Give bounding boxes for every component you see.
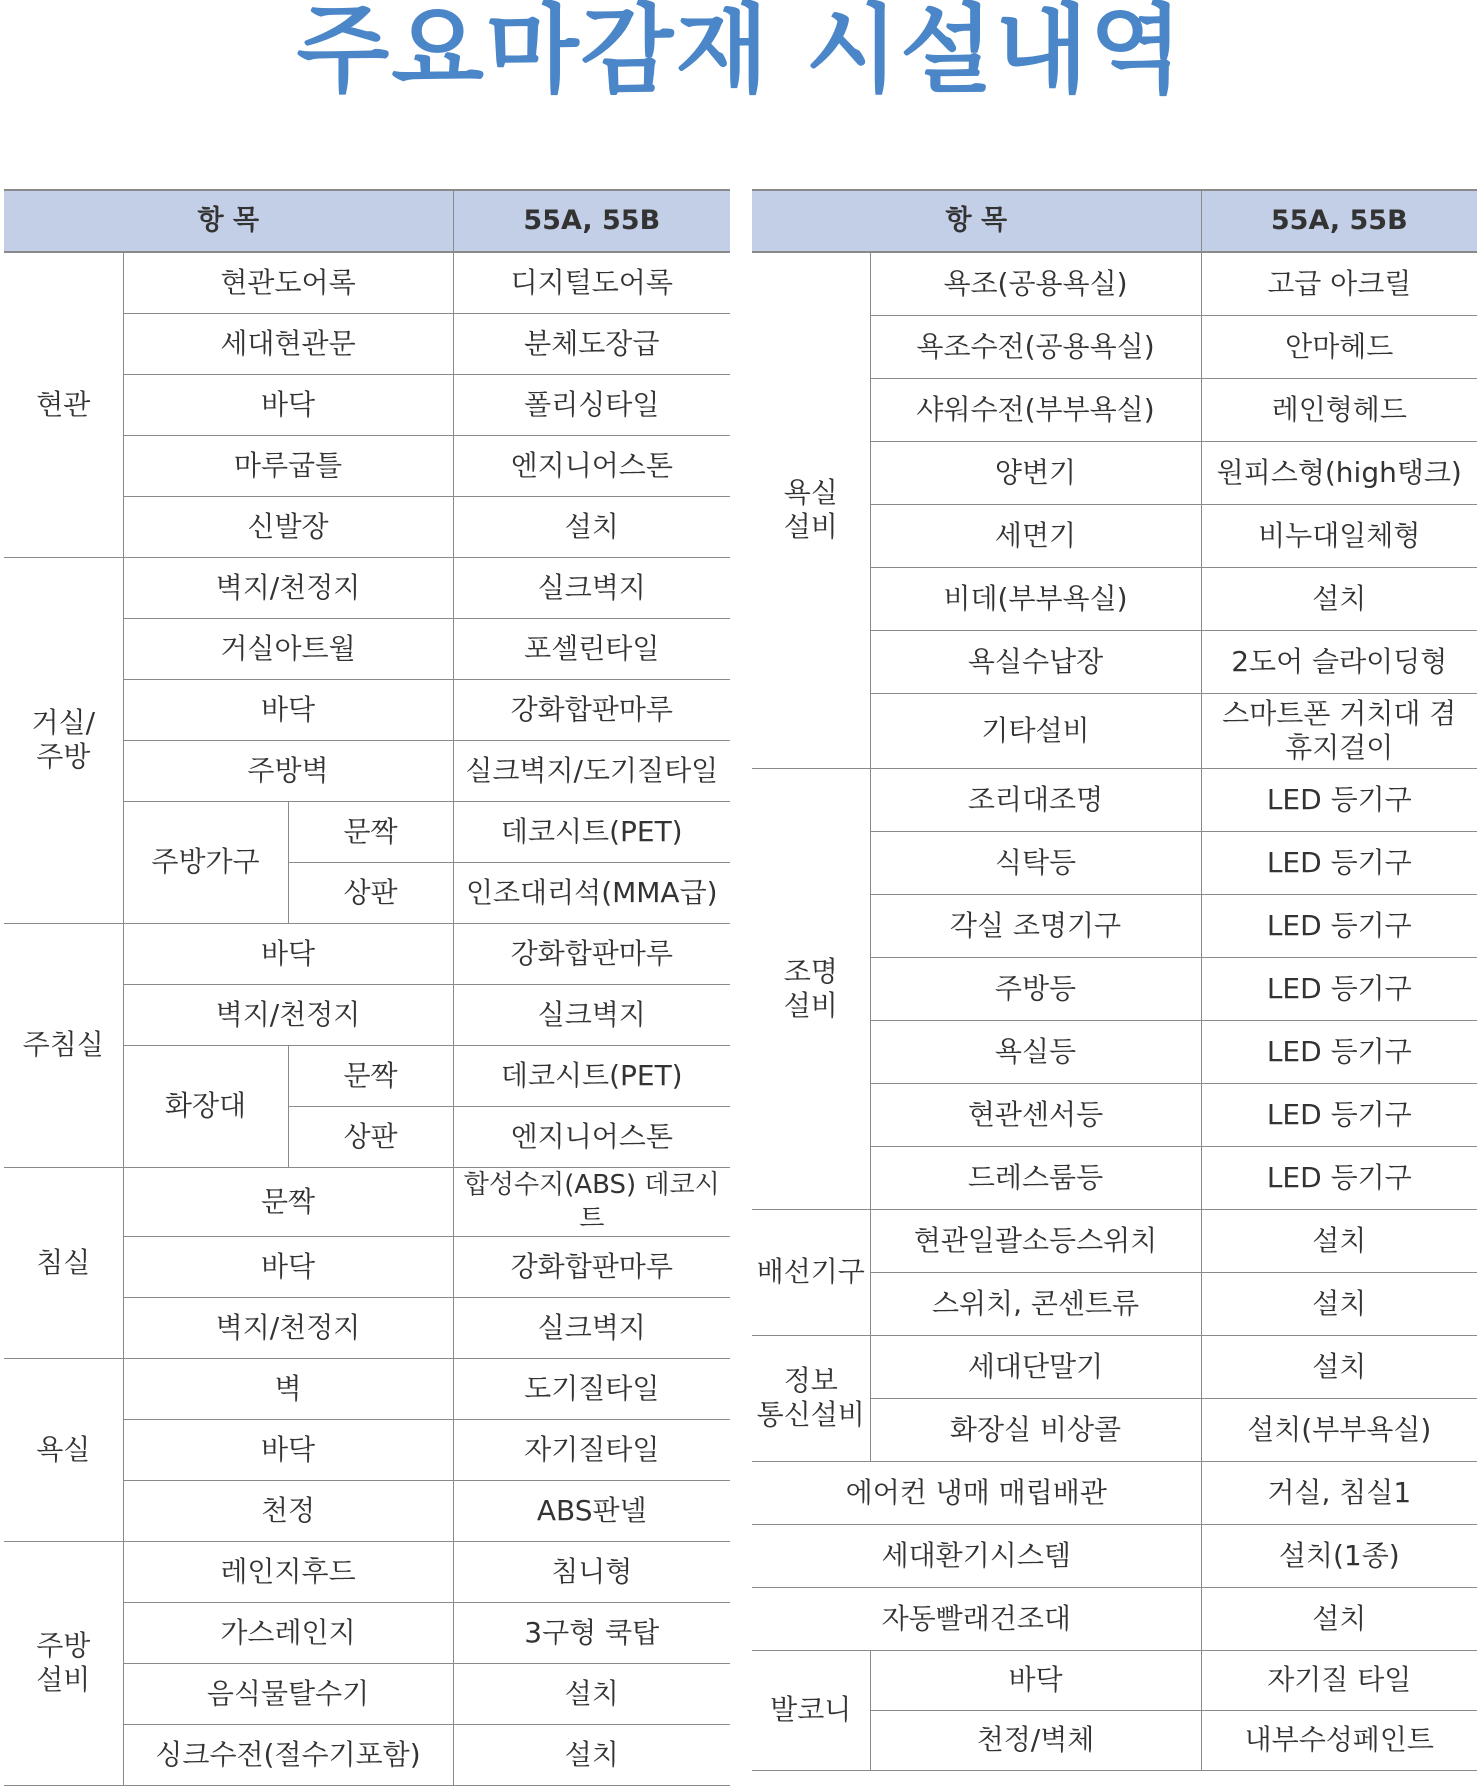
value-cell: LED 등기구 [1201, 1020, 1477, 1083]
table-row [752, 1461, 1477, 1524]
table-row [752, 252, 1477, 315]
table-row [4, 923, 730, 984]
item-cell: 세면기 [870, 504, 1201, 567]
item-cell: 에어컨 냉매 매립배관 [752, 1461, 1201, 1524]
value-cell: 포셀린타일 [453, 618, 730, 679]
subitem-cell: 문짝 [288, 1045, 453, 1106]
subitem-cell: 상판 [288, 862, 453, 923]
item-cell: 욕조수전(공용욕실) [870, 315, 1201, 378]
value-cell: 설치 [453, 496, 730, 557]
value-cell: 설치 [453, 1724, 730, 1785]
table-row [752, 1335, 1477, 1398]
item-cell: 주방벽 [123, 740, 453, 801]
value-cell: LED 등기구 [1201, 1146, 1477, 1209]
item-cell: 주방등 [870, 957, 1201, 1020]
table-header-row [752, 190, 1477, 252]
value-cell: ABS판넬 [453, 1480, 730, 1541]
category-cell: 침실 [4, 1167, 123, 1358]
item-cell: 각실 조명기구 [870, 894, 1201, 957]
value-cell: 설치(부부욕실) [1201, 1398, 1477, 1461]
value-cell: LED 등기구 [1201, 768, 1477, 831]
value-cell: 실크벽지 [453, 557, 730, 618]
value-cell: 디지털도어록 [453, 252, 730, 313]
value-cell: 2도어 슬라이딩형 [1201, 630, 1477, 693]
header-item: 항 목 [4, 190, 453, 252]
item-cell: 세대단말기 [870, 1335, 1201, 1398]
table-row [4, 1541, 730, 1602]
value-cell: 침니형 [453, 1541, 730, 1602]
value-cell: 고급 아크릴 [1201, 252, 1477, 315]
category-cell: 주침실 [4, 923, 123, 1167]
value-cell: LED 등기구 [1201, 894, 1477, 957]
table-row [752, 1650, 1477, 1710]
category-cell [4, 557, 123, 923]
category-cell [752, 768, 870, 1209]
finish-table-right [752, 189, 1477, 1771]
item-cell: 욕조(공용욕실) [870, 252, 1201, 315]
table-row [752, 768, 1477, 831]
value-cell: 엔지니어스톤 [453, 435, 730, 496]
item-cell: 세대환기시스템 [752, 1524, 1201, 1587]
table-row [4, 252, 730, 313]
category-cell: 발코니 [752, 1650, 870, 1770]
item-cell: 벽지/천정지 [123, 1297, 453, 1358]
category-cell [752, 1335, 870, 1461]
table-row [752, 1524, 1477, 1587]
value-cell: 내부수성페인트 [1201, 1710, 1477, 1770]
value-cell: 인조대리석(MMA급) [453, 862, 730, 923]
value-cell: 원피스형(high탱크) [1201, 441, 1477, 504]
category-label: 욕실 설비 [783, 476, 838, 544]
item-cell: 벽지/천정지 [123, 557, 453, 618]
value-cell: LED 등기구 [1201, 831, 1477, 894]
item-cell: 마루굽틀 [123, 435, 453, 496]
item-cell: 거실아트월 [123, 618, 453, 679]
item-cell: 조리대조명 [870, 768, 1201, 831]
item-cell: 기타설비 [870, 693, 1201, 768]
value-cell: 설치 [453, 1663, 730, 1724]
value-cell: 설치 [1201, 1335, 1477, 1398]
value-cell: 3구형 쿡탑 [453, 1602, 730, 1663]
value-cell: 설치(1종) [1201, 1524, 1477, 1587]
item-cell: 화장실 비상콜 [870, 1398, 1201, 1461]
value-cell: 설치 [1201, 1272, 1477, 1335]
finish-table-left [4, 189, 730, 1786]
item-cell: 천정/벽체 [870, 1710, 1201, 1770]
item-cell: 신발장 [123, 496, 453, 557]
category-cell [4, 1541, 123, 1785]
value-cell: 설치 [1201, 1587, 1477, 1650]
item-cell: 바닥 [870, 1650, 1201, 1710]
item-cell: 바닥 [123, 923, 453, 984]
item-cell: 스위치, 콘센트류 [870, 1272, 1201, 1335]
category-label: 주방 설비 [36, 1629, 91, 1696]
value-label: 스마트폰 거치대 겸 휴지걸이 [1222, 696, 1457, 764]
item-cell: 싱크수전(절수기포함) [123, 1724, 453, 1785]
item-cell: 음식물탈수기 [123, 1663, 453, 1724]
value-cell: 엔지니어스톤 [453, 1106, 730, 1167]
value-cell: 실크벽지/도기질타일 [453, 740, 730, 801]
table-row [4, 557, 730, 618]
value-cell: 실크벽지 [453, 1297, 730, 1358]
table-header-row [4, 190, 730, 252]
subgroup-cell: 화장대 [123, 1045, 288, 1167]
item-cell: 비데(부부욕실) [870, 567, 1201, 630]
item-cell: 바닥 [123, 679, 453, 740]
value-cell: 자기질타일 [453, 1419, 730, 1480]
value-cell: 자기질 타일 [1201, 1650, 1477, 1710]
value-cell: 폴리싱타일 [453, 374, 730, 435]
value-cell: 강화합판마루 [453, 679, 730, 740]
category-cell: 배선기구 [752, 1209, 870, 1335]
page-title: 주요마감재 시설내역 [296, 0, 1185, 106]
item-cell: 문짝 [123, 1167, 453, 1236]
item-cell: 욕실등 [870, 1020, 1201, 1083]
item-cell: 현관센서등 [870, 1083, 1201, 1146]
value-cell: LED 등기구 [1201, 1083, 1477, 1146]
header-type: 55A, 55B [453, 190, 730, 252]
category-label: 거실/ 주방 [31, 706, 96, 773]
item-cell: 샤워수전(부부욕실) [870, 378, 1201, 441]
value-cell: 거실, 침실1 [1201, 1461, 1477, 1524]
value-cell: 데코시트(PET) [453, 801, 730, 862]
value-cell: LED 등기구 [1201, 957, 1477, 1020]
value-cell: 합성수지(ABS) 데코시트 [453, 1167, 730, 1236]
category-label: 조명 설비 [783, 954, 838, 1022]
subitem-cell: 상판 [288, 1106, 453, 1167]
item-cell: 욕실수납장 [870, 630, 1201, 693]
item-cell: 벽지/천정지 [123, 984, 453, 1045]
item-cell: 벽 [123, 1358, 453, 1419]
header-type: 55A, 55B [1201, 190, 1477, 252]
value-cell [1201, 693, 1477, 768]
value-cell: 분체도장급 [453, 313, 730, 374]
item-cell: 천정 [123, 1480, 453, 1541]
category-label: 정보 통신설비 [756, 1364, 865, 1431]
item-cell: 자동빨래건조대 [752, 1587, 1201, 1650]
item-cell: 가스레인지 [123, 1602, 453, 1663]
value-cell: 레인형헤드 [1201, 378, 1477, 441]
value-cell: 강화합판마루 [453, 1236, 730, 1297]
item-cell: 바닥 [123, 1419, 453, 1480]
item-cell: 드레스룸등 [870, 1146, 1201, 1209]
item-cell: 현관도어록 [123, 252, 453, 313]
value-cell: 비누대일체형 [1201, 504, 1477, 567]
table-row [4, 1358, 730, 1419]
category-cell: 현관 [4, 252, 123, 557]
category-cell: 욕실 [4, 1358, 123, 1541]
value-cell: 설치 [1201, 1209, 1477, 1272]
item-cell: 바닥 [123, 1236, 453, 1297]
item-cell: 식탁등 [870, 831, 1201, 894]
value-cell: 데코시트(PET) [453, 1045, 730, 1106]
item-cell: 바닥 [123, 374, 453, 435]
table-row [4, 1167, 730, 1236]
table-row [752, 1587, 1477, 1650]
subitem-cell: 문짝 [288, 801, 453, 862]
category-cell [752, 252, 870, 768]
value-cell: 안마헤드 [1201, 315, 1477, 378]
item-cell: 세대현관문 [123, 313, 453, 374]
value-cell: 설치 [1201, 567, 1477, 630]
item-cell: 양변기 [870, 441, 1201, 504]
table-row [752, 1209, 1477, 1272]
subgroup-cell: 주방가구 [123, 801, 288, 923]
header-item: 항 목 [752, 190, 1201, 252]
item-cell: 현관일괄소등스위치 [870, 1209, 1201, 1272]
value-cell: 실크벽지 [453, 984, 730, 1045]
value-cell: 도기질타일 [453, 1358, 730, 1419]
item-cell: 레인지후드 [123, 1541, 453, 1602]
value-cell: 강화합판마루 [453, 923, 730, 984]
